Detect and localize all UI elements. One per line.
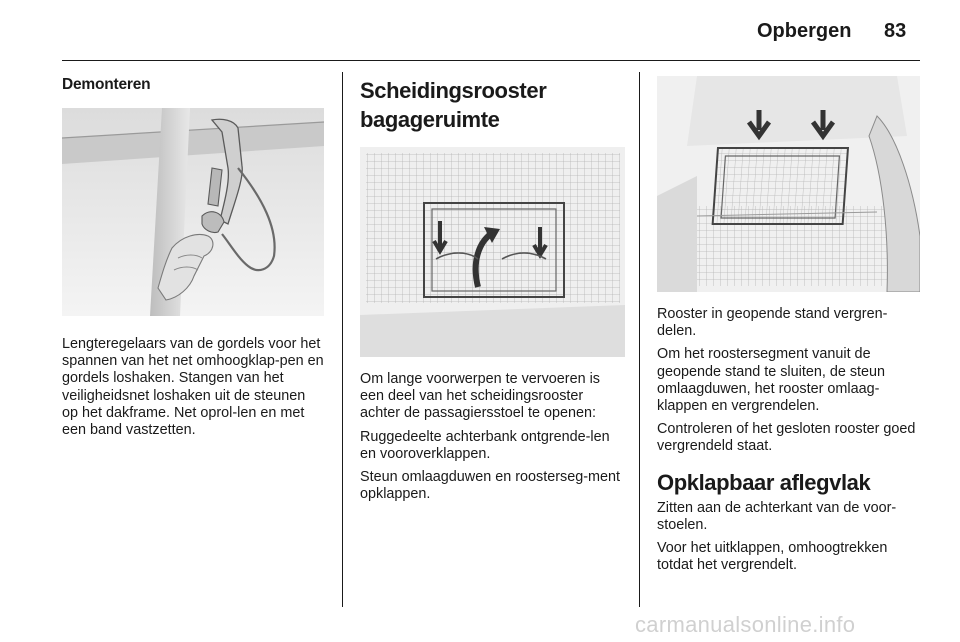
partition-grille-illustration xyxy=(360,147,625,357)
heading-line: Scheidingsrooster xyxy=(360,78,547,103)
paragraph: Rooster in geopende stand vergren-delen. xyxy=(657,306,888,340)
heading-demonteren: Demonteren xyxy=(62,76,151,93)
left-column xyxy=(62,76,324,445)
grille-open-illustration xyxy=(657,76,920,292)
paragraph: Zitten aan de achterkant van de voor-stoelen. xyxy=(657,499,897,533)
heading-opklapbaar-aflegvlak: Opklapbaar aflegvlak xyxy=(657,469,871,495)
heading-scheidingsrooster xyxy=(360,76,625,134)
paragraph: Controleren of het gesloten rooster goed vergrendeld staat. xyxy=(657,421,916,455)
paragraph: Voor het uitklappen, omhoogtrekken totdat het vergrendelt. xyxy=(657,540,888,574)
page-header xyxy=(0,0,960,62)
paragraph: Om het roostersegment vanuit de geopende stand te sluiten, de steun omlaagduwen, het rooster omlaag-klappen en vergrendelen. xyxy=(657,346,886,415)
header-rule xyxy=(62,60,920,61)
belt-adjuster-illustration xyxy=(62,108,324,316)
middle-column xyxy=(360,76,625,509)
right-column xyxy=(657,76,920,580)
paragraph: Steun omlaagduwen en roosterseg-ment opklappen. xyxy=(360,469,620,503)
paragraph: Om lange voorwerpen te vervoeren is een deel van het scheidingsrooster achter de passagiersstoel te openen: xyxy=(360,371,600,422)
section-title: Opbergen xyxy=(757,20,852,42)
watermark: carmanualsonline.info xyxy=(635,612,856,637)
heading-line: bagageruimte xyxy=(360,107,500,132)
paragraph: Ruggedeelte achterbank ontgrende-len en vooroverklappen. xyxy=(360,428,610,462)
page-number: 83 xyxy=(884,20,907,42)
column-divider-right xyxy=(639,72,640,607)
paragraph: Lengteregelaars van de gordels voor het spannen van het net omhoogklap-pen en gordels loshaken. Stangen van het veiligheidsnet loshaken uit de steunen op het dakframe. Net oprol-len en met een band vastzetten. xyxy=(62,336,324,439)
column-divider-left xyxy=(342,72,343,607)
